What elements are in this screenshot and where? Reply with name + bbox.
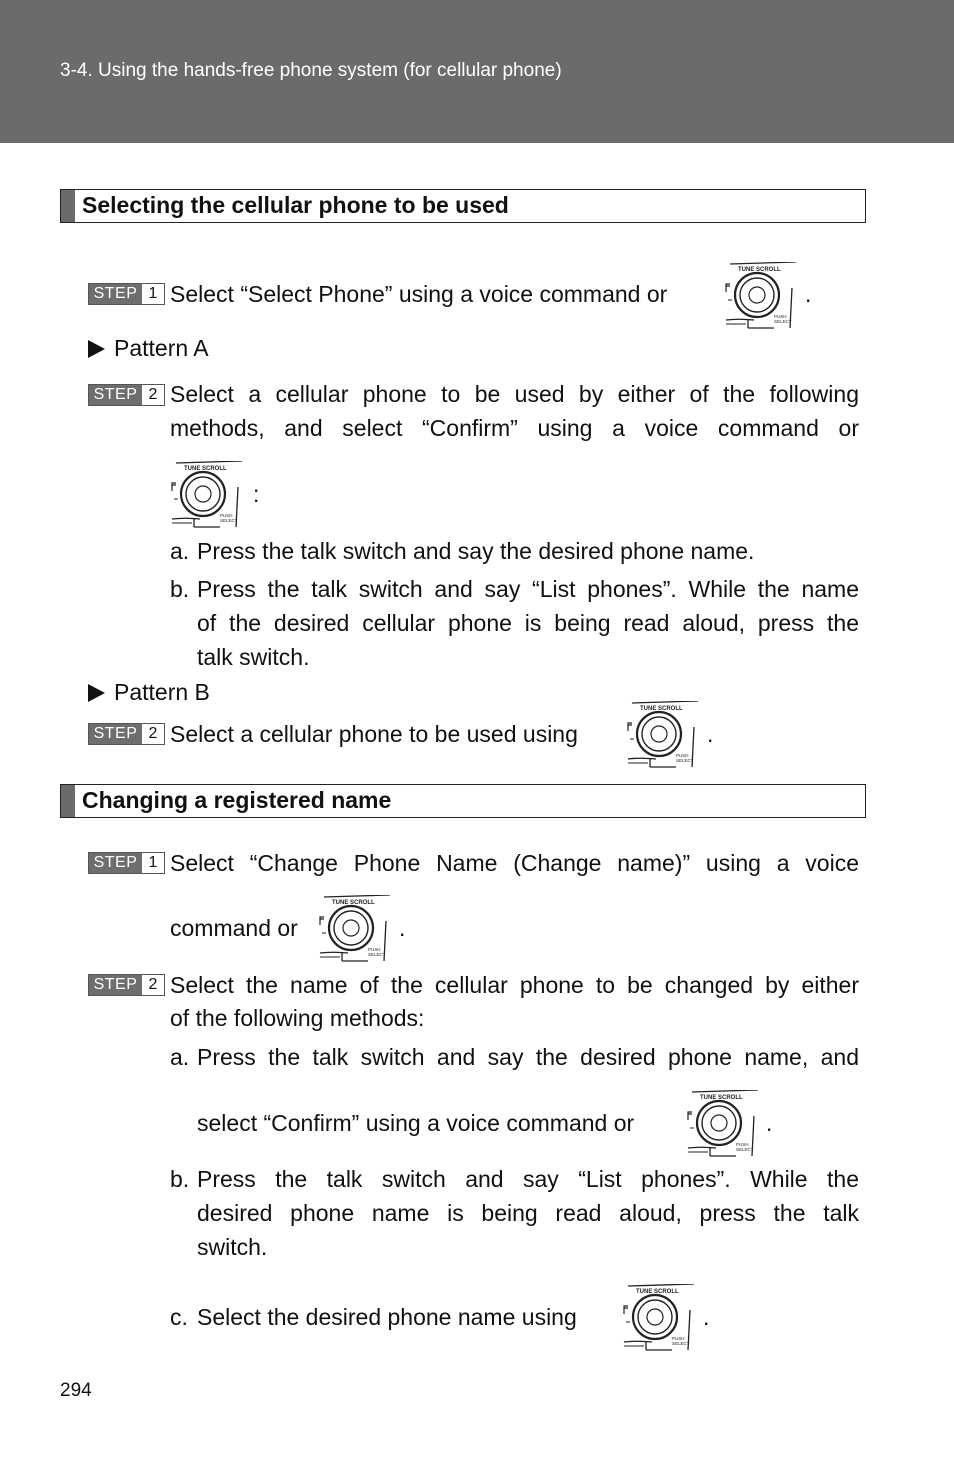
step-text-line: Select “Change Phone Name (Change name)” using a voice [170, 850, 859, 876]
step-badge [88, 974, 165, 996]
triangle-bullet-icon [88, 684, 105, 702]
step-label: STEP [89, 853, 142, 873]
step-text-line: Select the name of the cellular phone to be changed by either [170, 972, 859, 998]
step-number: 2 [142, 975, 164, 995]
list-item-line: Press the talk switch and say the desired phone name, and [197, 1044, 859, 1070]
step-label: STEP [89, 385, 142, 405]
list-item-text: Press the talk switch and say the desired phone name. [197, 538, 755, 564]
pattern-text: Pattern A [114, 335, 209, 361]
step-label: STEP [89, 284, 142, 304]
section-title: Selecting the cellular phone to be used [82, 192, 509, 218]
step-text-line: of the following methods: [170, 1005, 425, 1031]
tune-scroll-knob-icon [622, 1284, 694, 1352]
step-text-line: Select a cellular phone to be used by either of the following [170, 381, 859, 407]
list-item-end: . [766, 1110, 773, 1136]
step-label: STEP [89, 724, 142, 744]
step-number: 2 [142, 724, 164, 744]
list-item-text: Select the desired phone name using [197, 1304, 577, 1330]
page-number: 294 [60, 1380, 92, 1401]
section-accent [61, 785, 75, 817]
section-heading-changing-name [60, 784, 866, 818]
step-badge [88, 384, 165, 406]
breadcrumb: 3-4. Using the hands-free phone system (for cellular phone) [60, 60, 562, 81]
step-text: Select a cellular phone to be used using [170, 721, 578, 747]
step-badge [88, 852, 165, 874]
tune-scroll-knob-icon [724, 262, 796, 330]
list-item-line: Press the talk switch and say “List phones”. While the name [197, 576, 859, 602]
list-item-line: talk switch. [197, 644, 310, 670]
step-text-end: . [805, 281, 812, 307]
tune-scroll-knob-icon [686, 1090, 758, 1158]
list-item-line: select “Confirm” using a voice command or [197, 1110, 635, 1136]
triangle-bullet-icon [88, 340, 105, 358]
list-item-line: desired phone name is being read aloud, press the talk [197, 1200, 859, 1226]
list-marker: a. [170, 1044, 190, 1070]
list-item-end: . [703, 1304, 710, 1330]
list-item-line: switch. [197, 1234, 268, 1260]
tune-scroll-knob-icon [318, 895, 390, 963]
pattern-b-label [88, 679, 210, 706]
step-badge [88, 723, 165, 745]
list-marker: a. [170, 538, 190, 564]
section-heading-selecting-phone [60, 189, 866, 223]
step-number: 2 [142, 385, 164, 405]
step-text-line: methods, and select “Confirm” using a voice command or [170, 415, 859, 441]
step-badge [88, 283, 165, 305]
pattern-a-label [88, 335, 209, 362]
section-accent [61, 190, 75, 222]
tune-scroll-knob-icon [626, 701, 698, 769]
step-text-end: . [707, 721, 714, 747]
step-label: STEP [89, 975, 142, 995]
step-number: 1 [142, 853, 164, 873]
step-text-end: : [253, 481, 260, 507]
step-text-end: . [399, 915, 406, 941]
step-text: Select “Select Phone” using a voice command or [170, 281, 668, 307]
tune-scroll-knob-icon [170, 461, 242, 529]
list-marker: c. [170, 1304, 188, 1330]
step-text-line: command or [170, 915, 298, 941]
list-marker: b. [170, 576, 190, 602]
list-item-line: Press the talk switch and say “List phones”. While the [197, 1166, 859, 1192]
step-number: 1 [142, 284, 164, 304]
list-item-line: of the desired cellular phone is being read aloud, press the [197, 610, 859, 636]
section-title: Changing a registered name [82, 787, 392, 813]
pattern-text: Pattern B [114, 679, 210, 705]
list-marker: b. [170, 1166, 190, 1192]
